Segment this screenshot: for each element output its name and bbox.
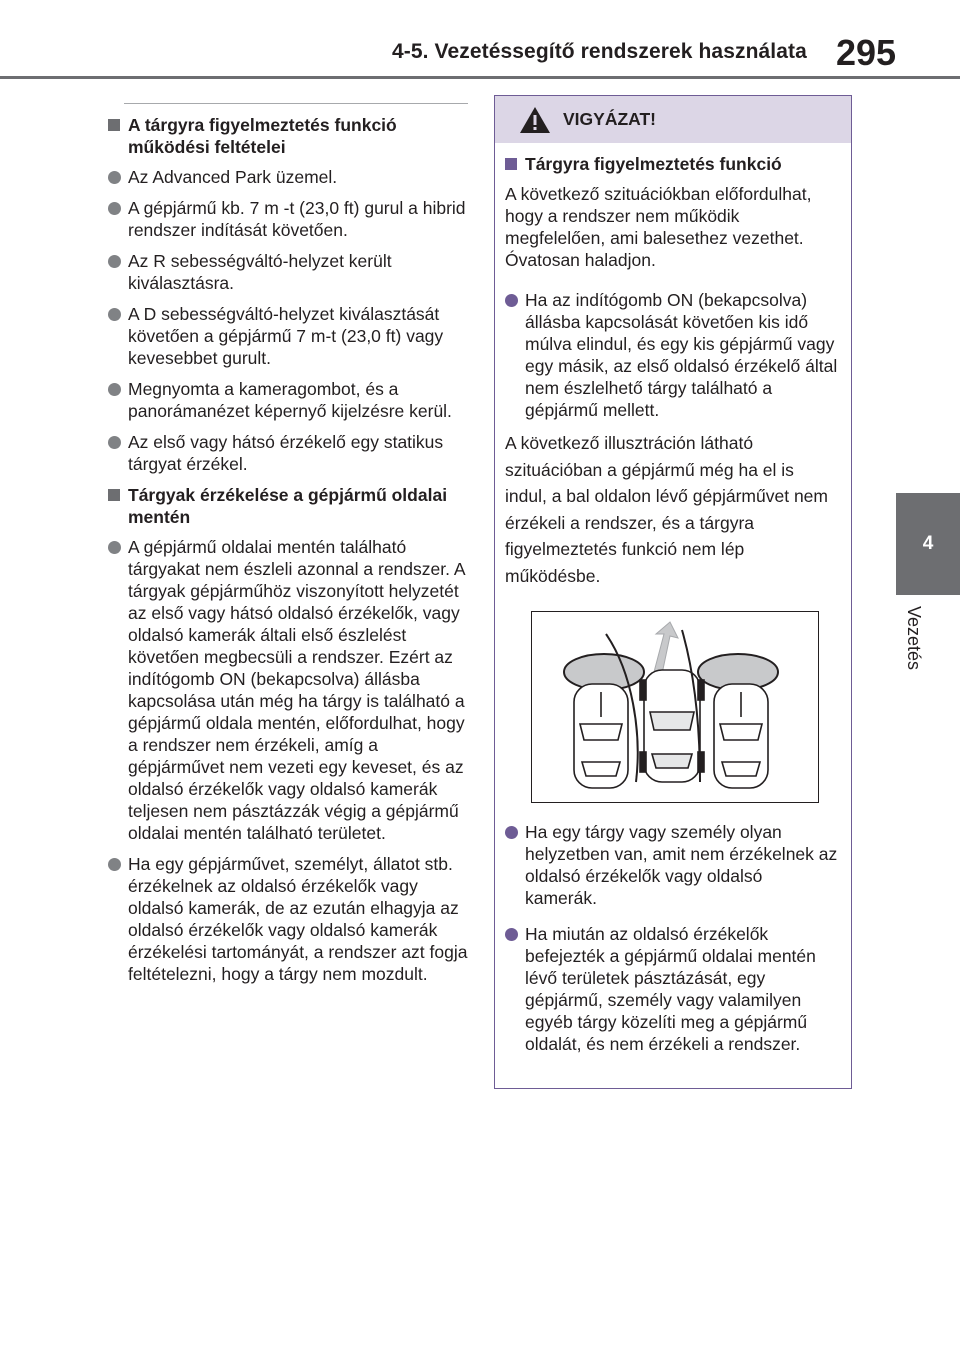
caution-body [495, 153, 851, 1055]
round-bullet-icon [108, 202, 121, 215]
list-item-text: A gépjármű oldalai mentén található tárgyakat nem észleli azonnal a rendszer. A tárgyak gépjárműhöz viszonyított helyzetét az első vagy hátsó oldalsó érzékelők, vagy oldalsó kamerák általi első észlelést követően megbecsüli a rendszer. Ezért az indítógomb ON (bekapcsolva) állásba kapcsolása után még ha tárgy is található a gépjármű oldala mentén, előfordulhat, hogy a rendszer nem érzékeli, amíg a gépjárművet nem vezeti egy keveset, és az oldalsó érzékelők vagy oldalsó kamerák teljesen nem pásztázzák végig a gépjármű oldalai mentén található területet. [128, 537, 465, 843]
list-item [108, 303, 468, 369]
round-bullet-icon [108, 541, 121, 554]
list-item-text: Megnyomta a kameragombot, és a panorámanézet képernyő kijelzésre kerül. [128, 379, 452, 421]
round-bullet-icon [108, 308, 121, 321]
warning-triangle-icon [519, 106, 551, 134]
caution-heading [505, 153, 839, 175]
list-item [505, 289, 839, 421]
caution-intro: A következő szituációkban előfordulhat, hogy a rendszer nem működik megfelelően, ami balesethez vezethet. Óvatosan haladjon. [505, 184, 812, 270]
illustration-description: A következő illusztráción látható szituációban a gépjármű még ha el is indul, a bal oldalon lévő gépjárművet nem érzékeli a rendszer, és a tárgyra figyelmeztetés funkció nem lép működésbe. [505, 433, 828, 586]
list-item-text: Ha miután az oldalsó érzékelők befejezték a gépjármű oldalai mentén lévő területek pásztázását, egy gépjármű, személy vagy valamilyen egyéb tárgy közelíti meg a gépjármű oldalát, és nem érzékeli a rendszer. [525, 924, 816, 1054]
list-item [108, 378, 468, 422]
round-bullet-icon [108, 171, 121, 184]
list-item-text: Az Advanced Park üzemel. [128, 167, 338, 187]
header-divider [0, 76, 960, 79]
list-item-text: Ha egy tárgy vagy személy olyan helyzetben van, amit nem érzékelnek az oldalsó érzékelők vagy oldalsó kamerák. [525, 822, 838, 908]
page-number: 295 [836, 32, 897, 73]
section-divider [124, 103, 468, 104]
list-item-text: A gépjármű kb. 7 m -t (23,0 ft) gurul a hibrid rendszer indítását követően. [128, 198, 466, 240]
square-bullet-icon [108, 119, 120, 131]
round-bullet-icon [505, 928, 518, 941]
list-item [108, 431, 468, 475]
round-bullet-icon [505, 294, 518, 307]
caution-header [495, 96, 851, 143]
square-bullet-icon [108, 489, 120, 501]
round-bullet-icon [108, 858, 121, 871]
round-bullet-icon [108, 383, 121, 396]
caution-heading-text: Tárgyra figyelmeztetés funkció [525, 154, 782, 174]
list-item-text: Az első vagy hátsó érzékelő egy statikus tárgyat érzékel. [128, 432, 444, 474]
section-heading [108, 484, 468, 528]
list-item [108, 250, 468, 294]
list-item [505, 821, 839, 909]
round-bullet-icon [108, 255, 121, 268]
list-item [108, 536, 468, 844]
list-item-text: A D sebességváltó-helyzet kiválasztását követően a gépjármű 7 m-t (23,0 ft) vagy kevesebbet gurult. [128, 304, 444, 368]
square-bullet-icon [505, 158, 517, 170]
section-heading [108, 114, 468, 158]
left-column [108, 103, 468, 994]
section-title: 4-5. Vezetéssegítő rendszerek használata [392, 40, 807, 63]
list-item-text: Ha az indítógomb ON (bekapcsolva) állásba kapcsolását követően kis idő múlva elindul, és egy kis gépjármű vagy egy másik, az első oldalsó érzékelő által nem észlelhető tárgy található a gépjármű mellett. [525, 290, 838, 420]
round-bullet-icon [108, 436, 121, 449]
list-item-text: Az R sebességváltó-helyzet került kiválasztásra. [128, 251, 392, 293]
list-item [505, 923, 839, 1055]
list-item [108, 197, 468, 241]
list-item [108, 853, 468, 985]
parking-illustration [531, 611, 819, 803]
section-heading-text: A tárgyra figyelmeztetés funkció működési feltételei [128, 115, 397, 157]
section-heading-text: Tárgyak érzékelése a gépjármű oldalai mentén [128, 485, 448, 527]
chapter-tab: 4 [896, 493, 960, 595]
list-item-text: Ha egy gépjárművet, személyt, állatot stb. érzékelnek az oldalsó érzékelők vagy oldalsó kamerák, de az ezután elhagyja az oldalsó érzékelők vagy oldalsó kamerák érzékelési tartományát, a rendszer azt fogja feltételezni, hogy a tárgy nem mozdult. [128, 854, 468, 984]
caution-title: VIGYÁZAT! [563, 109, 657, 129]
caution-box [494, 95, 852, 1089]
list-item [108, 166, 468, 188]
chapter-label: Vezetés [904, 606, 924, 671]
parking-scene-image [532, 612, 818, 802]
round-bullet-icon [505, 826, 518, 839]
